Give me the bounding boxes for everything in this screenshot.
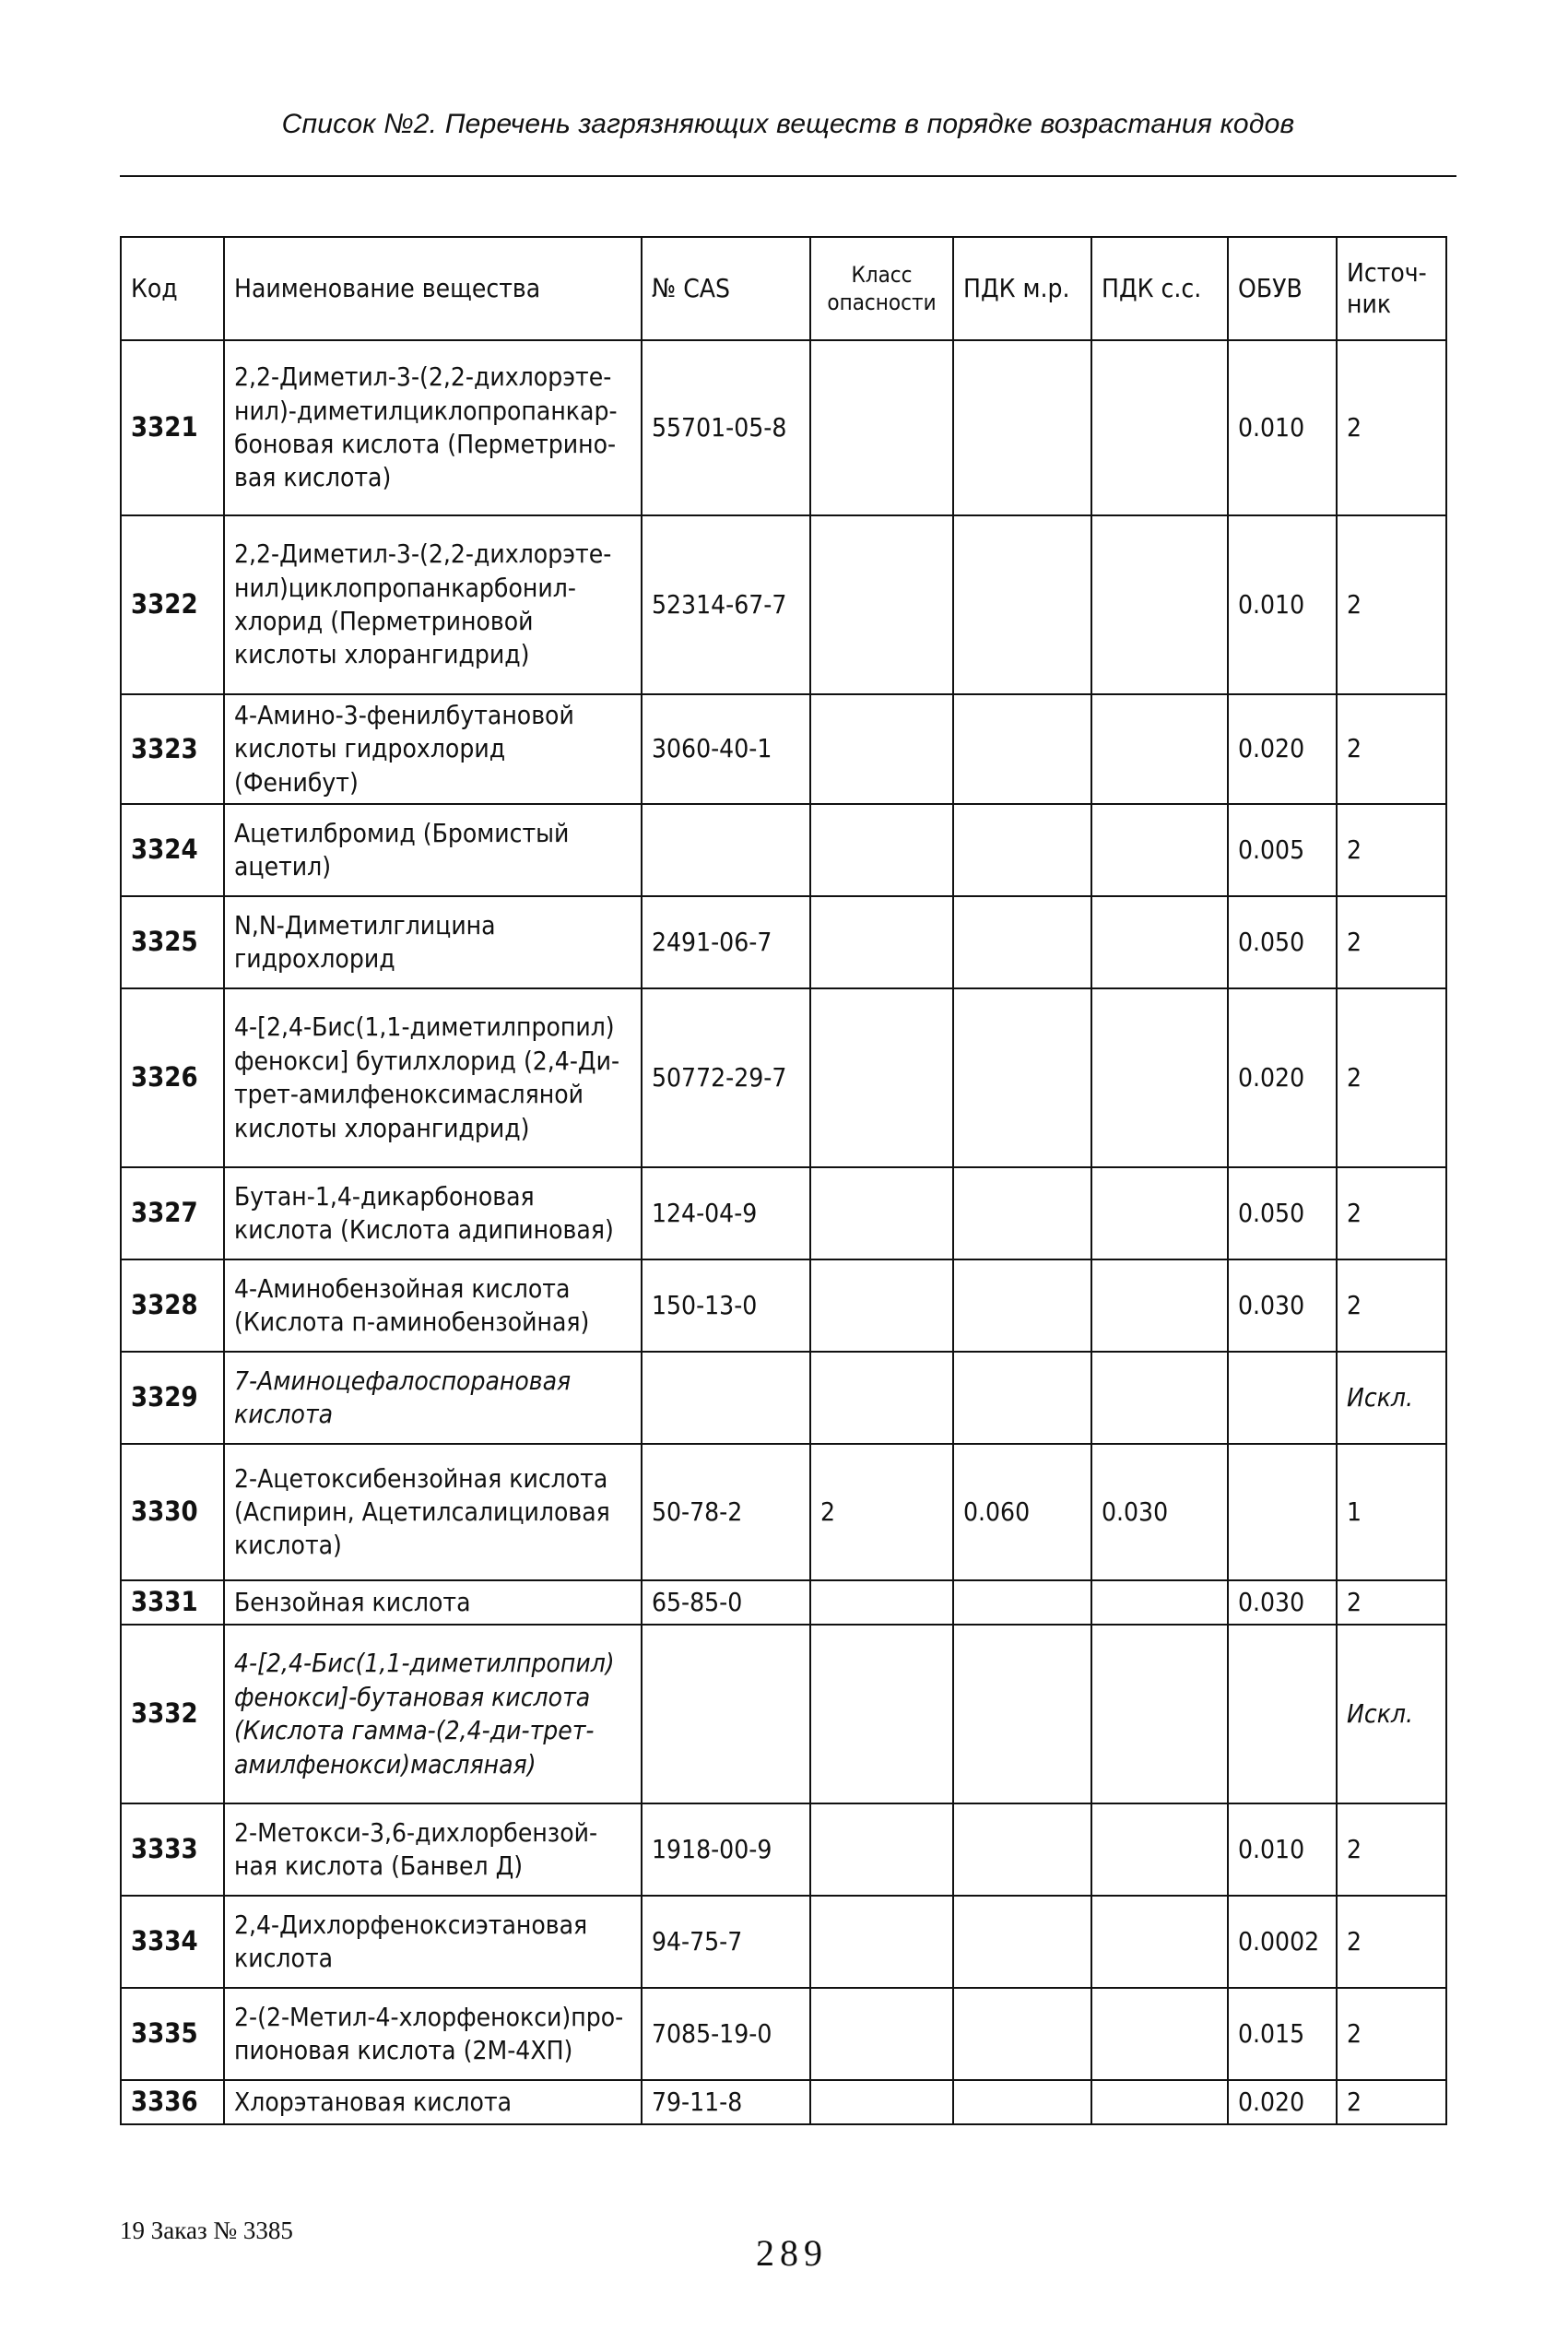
cell-code: 3331 (121, 1580, 224, 1625)
col-header-pdk-ss: ПДК с.с. (1091, 237, 1228, 340)
cell-hazard-class (810, 1896, 953, 1988)
cell-code: 3322 (121, 515, 224, 694)
cell-obuv: 0.015 (1228, 1988, 1337, 2080)
cell-source: 2 (1337, 1896, 1446, 1988)
cell-hazard-class (810, 1580, 953, 1625)
cell-source: 2 (1337, 988, 1446, 1167)
cell-pdk-mr (953, 988, 1091, 1167)
cell-pdk-ss (1091, 1625, 1228, 1803)
cell-pdk-ss (1091, 896, 1228, 988)
cell-code: 3335 (121, 1988, 224, 2080)
cell-obuv: 0.010 (1228, 1803, 1337, 1896)
table-row (121, 1167, 1446, 1259)
cell-pdk-mr (953, 694, 1091, 804)
cell-source: 2 (1337, 2080, 1446, 2124)
cell-cas: 150-13-0 (642, 1259, 810, 1352)
table-row (121, 515, 1446, 694)
cell-source: 2 (1337, 340, 1446, 515)
cell-code: 3332 (121, 1625, 224, 1803)
cell-source: 2 (1337, 1803, 1446, 1896)
cell-cas: 55701-05-8 (642, 340, 810, 515)
col-header-source: Источ-ник (1337, 237, 1446, 340)
cell-name: 2,2-Диметил-3-(2,2-дихлорэте-нил)-диметилциклопропанкар-боновая кислота (Перметрино-вая кислота) (224, 340, 642, 515)
cell-code: 3328 (121, 1259, 224, 1352)
table-row (121, 694, 1446, 804)
cell-code: 3324 (121, 804, 224, 896)
cell-obuv: 0.050 (1228, 896, 1337, 988)
table-row (121, 804, 1446, 896)
cell-hazard-class (810, 694, 953, 804)
table-row (121, 988, 1446, 1167)
cell-pdk-mr (953, 1896, 1091, 1988)
cell-pdk-mr (953, 896, 1091, 988)
cell-code: 3336 (121, 2080, 224, 2124)
cell-obuv: 0.0002 (1228, 1896, 1337, 1988)
page-header-title: Список №2. Перечень загрязняющих веществ в порядке возрастания кодов (281, 109, 1295, 139)
cell-hazard-class (810, 988, 953, 1167)
cell-name: 4-Амино-3-фенилбутановой кислоты гидрохлорид (Фенибут) (224, 694, 642, 804)
cell-name: 2-(2-Метил-4-хлорфенокси)про-пионовая кислота (2М-4ХП) (224, 1988, 642, 2080)
col-header-hazard-class: Класс опасности (810, 237, 953, 340)
cell-pdk-mr (953, 2080, 1091, 2124)
header-divider (120, 175, 1456, 177)
cell-source: 2 (1337, 804, 1446, 896)
cell-code: 3333 (121, 1803, 224, 1896)
cell-name: 2-Метокси-3,6-дихлорбензой-ная кислота (Банвел Д) (224, 1803, 642, 1896)
cell-name: 7-Аминоцефалоспорановая кислота (224, 1352, 642, 1444)
cell-obuv: 0.030 (1228, 1259, 1337, 1352)
cell-pdk-mr (953, 515, 1091, 694)
cell-code: 3327 (121, 1167, 224, 1259)
cell-cas: 50-78-2 (642, 1444, 810, 1580)
cell-cas: 7085-19-0 (642, 1988, 810, 2080)
cell-cas: 65-85-0 (642, 1580, 810, 1625)
table-row (121, 1988, 1446, 2080)
cell-source: 2 (1337, 694, 1446, 804)
cell-code: 3326 (121, 988, 224, 1167)
cell-hazard-class (810, 2080, 953, 2124)
table-row (121, 1444, 1446, 1580)
page-number: 289 (756, 2232, 828, 2274)
cell-pdk-mr (953, 1352, 1091, 1444)
cell-code: 3323 (121, 694, 224, 804)
cell-name: Бутан-1,4-дикарбоновая кислота (Кислота адипиновая) (224, 1167, 642, 1259)
cell-obuv: 0.010 (1228, 340, 1337, 515)
cell-pdk-ss (1091, 1803, 1228, 1896)
cell-name: 2-Ацетоксибензойная кислота (Аспирин, Ацетилсалициловая кислота) (224, 1444, 642, 1580)
cell-cas: 50772-29-7 (642, 988, 810, 1167)
cell-hazard-class (810, 804, 953, 896)
cell-pdk-ss (1091, 2080, 1228, 2124)
cell-hazard-class (810, 340, 953, 515)
cell-pdk-ss (1091, 804, 1228, 896)
table-body (121, 340, 1446, 2124)
cell-hazard-class (810, 1259, 953, 1352)
cell-name: Хлорэтановая кислота (224, 2080, 642, 2124)
cell-pdk-ss (1091, 1580, 1228, 1625)
cell-obuv: 0.020 (1228, 694, 1337, 804)
table-row (121, 340, 1446, 515)
cell-obuv: 0.050 (1228, 1167, 1337, 1259)
cell-obuv: 0.005 (1228, 804, 1337, 896)
cell-pdk-ss (1091, 515, 1228, 694)
cell-hazard-class (810, 515, 953, 694)
cell-pdk-mr (953, 340, 1091, 515)
table-row (121, 1259, 1446, 1352)
cell-name: 2,4-Дихлорфеноксиэтановая кислота (224, 1896, 642, 1988)
cell-pdk-mr (953, 804, 1091, 896)
col-header-obuv: ОБУВ (1228, 237, 1337, 340)
cell-pdk-mr (953, 1580, 1091, 1625)
cell-pdk-mr: 0.060 (953, 1444, 1091, 1580)
cell-name: N,N-Диметилглицина гидрохлорид (224, 896, 642, 988)
cell-source: Искл. (1337, 1625, 1446, 1803)
cell-source: 2 (1337, 1259, 1446, 1352)
col-header-cas: № CAS (642, 237, 810, 340)
cell-code: 3325 (121, 896, 224, 988)
col-header-name: Наименование вещества (224, 237, 642, 340)
cell-code: 3330 (121, 1444, 224, 1580)
cell-cas: 124-04-9 (642, 1167, 810, 1259)
order-note: 19 Заказ № 3385 (120, 2217, 293, 2244)
cell-pdk-mr (953, 1803, 1091, 1896)
cell-source: 2 (1337, 1580, 1446, 1625)
table-row (121, 1580, 1446, 1625)
cell-pdk-mr (953, 1167, 1091, 1259)
cell-pdk-ss (1091, 694, 1228, 804)
cell-pdk-ss: 0.030 (1091, 1444, 1228, 1580)
col-header-pdk-mr: ПДК м.р. (953, 237, 1091, 340)
cell-pdk-ss (1091, 1352, 1228, 1444)
cell-obuv: 0.030 (1228, 1580, 1337, 1625)
table-header-row (121, 237, 1446, 340)
cell-cas (642, 1352, 810, 1444)
cell-obuv: 0.020 (1228, 2080, 1337, 2124)
table-row (121, 1896, 1446, 1988)
cell-pdk-mr (953, 1988, 1091, 2080)
cell-source: 1 (1337, 1444, 1446, 1580)
cell-name: 4-[2,4-Бис(1,1-диметилпропил) фенокси]-бутановая кислота (Кислота гамма-(2,4-ди-трет-амилфенокси)масляная) (224, 1625, 642, 1803)
cell-source: Искл. (1337, 1352, 1446, 1444)
cell-name: Ацетилбромид (Бромистый ацетил) (224, 804, 642, 896)
table-row (121, 1352, 1446, 1444)
cell-obuv (1228, 1444, 1337, 1580)
cell-cas: 1918-00-9 (642, 1803, 810, 1896)
table-row (121, 1803, 1446, 1896)
cell-cas: 3060-40-1 (642, 694, 810, 804)
cell-pdk-ss (1091, 988, 1228, 1167)
cell-hazard-class (810, 1988, 953, 2080)
cell-cas: 2491-06-7 (642, 896, 810, 988)
cell-hazard-class (810, 1167, 953, 1259)
cell-name: 4-Аминобензойная кислота (Кислота п-аминобензойная) (224, 1259, 642, 1352)
cell-pdk-ss (1091, 1167, 1228, 1259)
cell-source: 2 (1337, 896, 1446, 988)
cell-hazard-class: 2 (810, 1444, 953, 1580)
cell-obuv: 0.010 (1228, 515, 1337, 694)
cell-hazard-class (810, 1803, 953, 1896)
cell-obuv (1228, 1352, 1337, 1444)
cell-source: 2 (1337, 1167, 1446, 1259)
pollutants-table (120, 236, 1447, 2125)
cell-pdk-ss (1091, 340, 1228, 515)
cell-cas: 79-11-8 (642, 2080, 810, 2124)
cell-cas: 52314-67-7 (642, 515, 810, 694)
cell-code: 3329 (121, 1352, 224, 1444)
cell-name: 4-[2,4-Бис(1,1-диметилпропил) фенокси] бутилхлорид (2,4-Ди-трет-амилфеноксимасляной кислоты хлорангидрид) (224, 988, 642, 1167)
cell-code: 3334 (121, 1896, 224, 1988)
table-row (121, 2080, 1446, 2124)
cell-cas (642, 1625, 810, 1803)
cell-hazard-class (810, 1352, 953, 1444)
cell-pdk-mr (953, 1625, 1091, 1803)
cell-hazard-class (810, 896, 953, 988)
table-row (121, 896, 1446, 988)
cell-code: 3321 (121, 340, 224, 515)
cell-pdk-ss (1091, 1988, 1228, 2080)
cell-obuv (1228, 1625, 1337, 1803)
cell-hazard-class (810, 1625, 953, 1803)
cell-source: 2 (1337, 515, 1446, 694)
table-row (121, 1625, 1446, 1803)
col-header-code: Код (121, 237, 224, 340)
cell-name: 2,2-Диметил-3-(2,2-дихлорэте-нил)циклопропанкарбонил-хлорид (Перметриновой кислоты хлорангидрид) (224, 515, 642, 694)
cell-pdk-ss (1091, 1896, 1228, 1988)
cell-pdk-ss (1091, 1259, 1228, 1352)
cell-cas: 94-75-7 (642, 1896, 810, 1988)
cell-source: 2 (1337, 1988, 1446, 2080)
cell-cas (642, 804, 810, 896)
cell-obuv: 0.020 (1228, 988, 1337, 1167)
cell-name: Бензойная кислота (224, 1580, 642, 1625)
cell-pdk-mr (953, 1259, 1091, 1352)
